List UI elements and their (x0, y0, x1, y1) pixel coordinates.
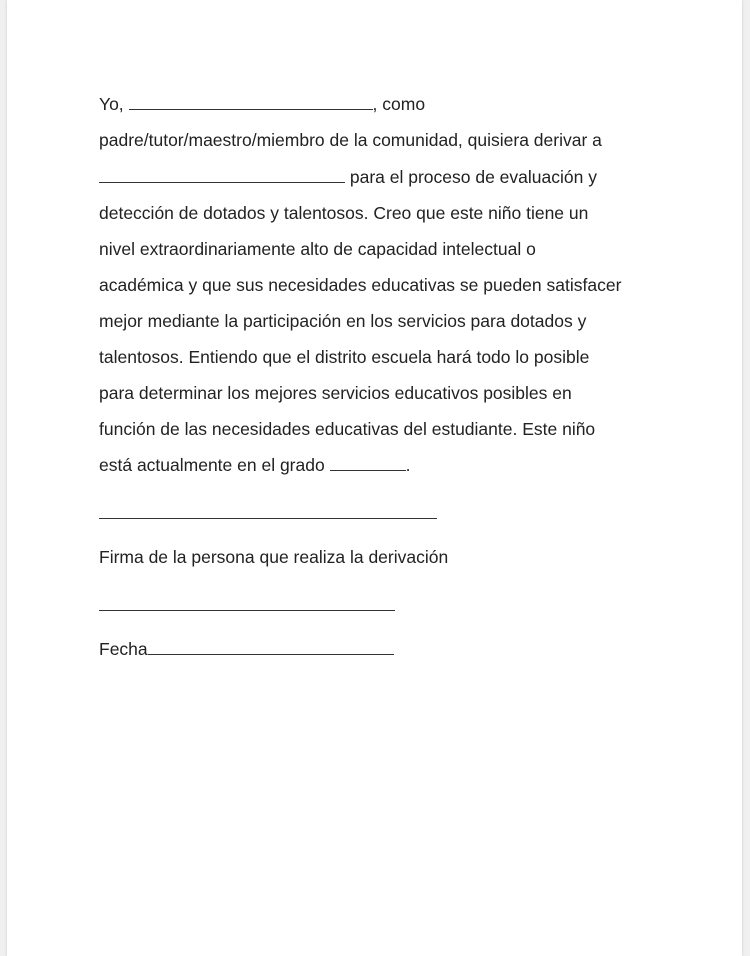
signature-label: Firma de la persona que realiza la derivación (99, 547, 449, 567)
line-3 (99, 166, 597, 188)
line-11 (99, 454, 410, 476)
blank-line[interactable] (99, 610, 395, 611)
text: está actualmente en el grado (99, 455, 330, 475)
date-line (99, 638, 394, 660)
line-1 (99, 93, 425, 115)
line-4: detección de dotados y talentosos. Creo que este niño tiene un (99, 203, 589, 223)
document-page (7, 0, 742, 956)
signature-line[interactable] (99, 518, 437, 519)
text: para el proceso de evaluación y (345, 167, 597, 187)
text: Yo, (99, 94, 129, 114)
line-10: función de las necesidades educativas del estudiante. Este niño (99, 419, 596, 439)
date-label: Fecha (99, 639, 148, 659)
line-2: padre/tutor/maestro/miembro de la comunidad, quisiera derivar a (99, 130, 602, 150)
line-6: académica y que sus necesidades educativas se pueden satisfacer (99, 275, 622, 295)
line-8: talentosos. Entiendo que el distrito escuela hará todo lo posible (99, 347, 590, 367)
text: . (405, 455, 411, 475)
grade-blank[interactable] (330, 454, 406, 471)
line-5: nivel extraordinariamente alto de capacidad intelectual o (99, 239, 536, 259)
student-blank[interactable] (99, 166, 345, 183)
text: , como (372, 94, 426, 114)
date-blank[interactable] (148, 638, 394, 655)
line-9: para determinar los mejores servicios educativos posibles en (99, 383, 572, 403)
name-blank[interactable] (129, 93, 373, 110)
line-7: mejor mediante la participación en los servicios para dotados y (99, 311, 587, 331)
